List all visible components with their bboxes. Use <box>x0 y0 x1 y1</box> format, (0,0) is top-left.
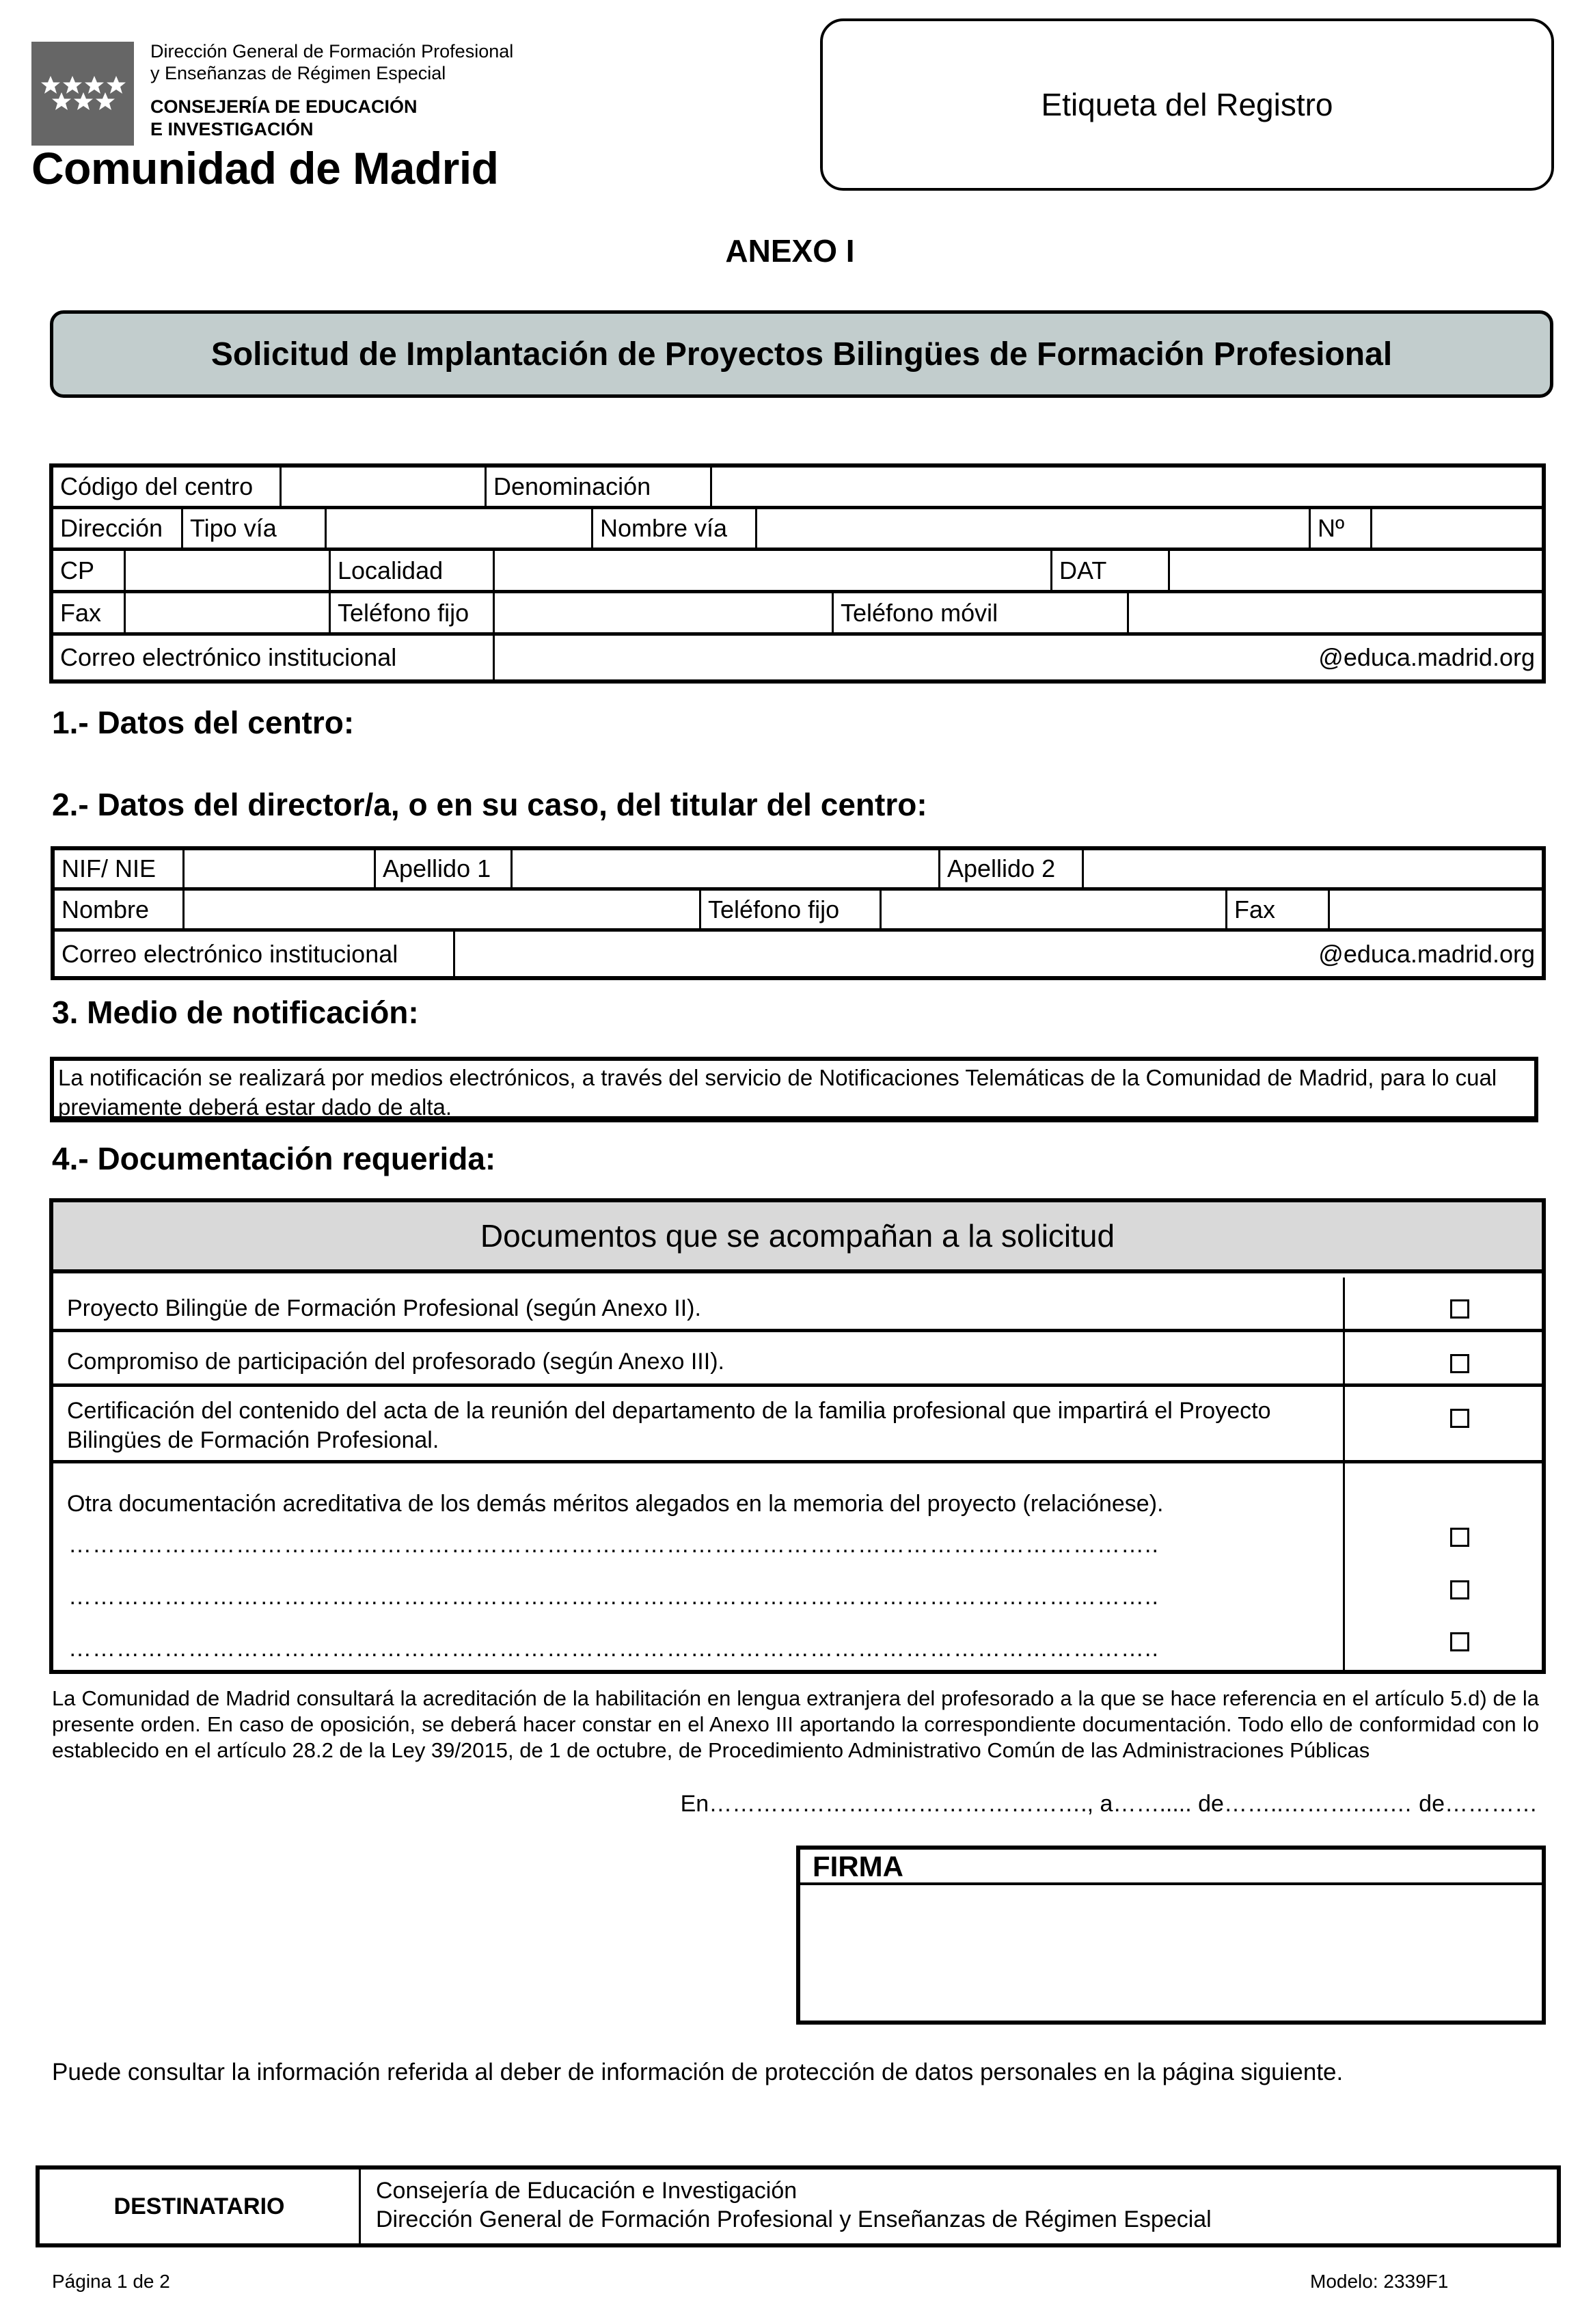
document-check-cell <box>1343 1332 1542 1383</box>
table-row <box>53 468 1542 509</box>
other-doc-line-3[interactable]: ……………………………………………………………………………………………………………………….. <box>68 1636 1159 1662</box>
fax-director-field[interactable] <box>1330 891 1542 928</box>
form-title-bar <box>50 310 1553 398</box>
registry-label: Etiqueta del Registro <box>1041 87 1333 122</box>
documents-header-label: Documentos que se acompañan a la solicitud <box>480 1218 1115 1254</box>
correo-director-field[interactable] <box>455 932 1542 976</box>
recipient-line-2: Dirección General de Formación Profesional y Enseñanzas de Régimen Especial <box>376 2206 1212 2232</box>
nif-nie-field[interactable] <box>185 850 376 887</box>
privacy-note: Puede consultar la información referida al deber de información de protección de datos personales en la página siguiente. <box>52 2059 1344 2085</box>
label-telefono-movil: Teléfono móvil <box>834 593 1129 632</box>
recipient-line-1: Consejería de Educación e Investigación <box>376 2178 798 2204</box>
label-nombre: Nombre <box>55 891 185 928</box>
document-row-other <box>53 1463 1542 1670</box>
other-doc-checkbox-3[interactable] <box>1450 1632 1469 1651</box>
signature-area[interactable] <box>800 1888 1542 2021</box>
seven-stars-icon <box>31 42 134 146</box>
table-row <box>53 593 1542 636</box>
model-code: Modelo: 2339F1 <box>1310 2271 1449 2292</box>
section-2-heading: 2.- Datos del director/a, o en su caso, del titular del centro: <box>52 787 927 822</box>
email-domain-suffix: @educa.madrid.org <box>1318 643 1535 671</box>
email-domain-suffix: @educa.madrid.org <box>1318 939 1535 968</box>
other-doc-line-1[interactable]: ……………………………………………………………………………………………………………………….. <box>68 1532 1159 1558</box>
recipient-label: DESTINATARIO <box>40 2170 361 2243</box>
centro-table <box>49 463 1546 684</box>
telefono-movil-field[interactable] <box>1129 593 1542 632</box>
signature-label: FIRMA <box>800 1850 1542 1885</box>
document-checkbox[interactable] <box>1450 1354 1469 1373</box>
section-3-heading: 3. Medio de notificación: <box>52 995 419 1030</box>
other-doc-checkbox-1[interactable] <box>1450 1528 1469 1547</box>
comunidad-madrid-logo <box>31 42 134 146</box>
brand-name: Comunidad de Madrid <box>31 143 499 193</box>
document-label: Compromiso de participación del profesorado (según Anexo III). <box>67 1349 724 1375</box>
document-check-cell <box>1343 1463 1542 1670</box>
label-apellido-2: Apellido 2 <box>940 850 1084 887</box>
label-correo-director: Correo electrónico institucional <box>55 932 455 976</box>
document-checkbox[interactable] <box>1450 1299 1469 1319</box>
numero-field[interactable] <box>1372 509 1542 548</box>
section-1-heading: 1.- Datos del centro: <box>52 705 355 740</box>
nombre-field[interactable] <box>185 891 701 928</box>
notification-notice: La notificación se realizará por medios electrónicos, a través del servicio de Notificaciones Telemáticas de la Comunidad de Madrid, para lo cual previamente deberá estar dado de alta. <box>50 1057 1538 1122</box>
tipo-via-field[interactable] <box>327 509 593 548</box>
nombre-via-field[interactable] <box>757 509 1311 548</box>
form-title: Solicitud de Implantación de Proyectos Bilingües de Formación Profesional <box>210 336 1393 373</box>
other-documents-label: Otra documentación acreditativa de los demás méritos alegados en la memoria del proyecto (relaciónese). <box>67 1491 1164 1517</box>
table-row <box>55 891 1542 932</box>
table-row <box>53 551 1542 593</box>
document-row <box>53 1387 1542 1463</box>
label-telefono-fijo: Teléfono fijo <box>331 593 495 632</box>
label-correo-institucional: Correo electrónico institucional <box>53 636 495 679</box>
legal-notice: La Comunidad de Madrid consultará la acreditación de la habilitación en lengua extranjera del profesorado a la que se hace referencia en el artículo 5.d) de la presente orden. En caso de oposición, se deberá hacer constar en el Anexo III aportando la correspondiente documentación. Todo ello de conformidad con lo establecido en el artículo 28.2 de la Ley 39/2015, de 1 de octubre, de Procedimiento Administrativo Común de las Administraciones Públicas <box>52 1686 1539 1762</box>
label-nif-nie: NIF/ NIE <box>55 850 185 887</box>
document-checkbox[interactable] <box>1450 1409 1469 1428</box>
fax-field[interactable] <box>126 593 331 632</box>
denominacion-field[interactable] <box>712 468 1542 506</box>
documents-table <box>49 1198 1546 1674</box>
other-doc-checkbox-2[interactable] <box>1450 1580 1469 1599</box>
apellido-1-field[interactable] <box>513 850 940 887</box>
label-localidad: Localidad <box>331 551 495 590</box>
table-row <box>55 932 1542 976</box>
document-check-cell <box>1343 1278 1542 1329</box>
director-table <box>51 846 1546 980</box>
correo-institucional-field[interactable] <box>495 636 1542 679</box>
codigo-centro-field[interactable] <box>282 468 487 506</box>
document-label: Proyecto Bilingüe de Formación Profesional (según Anexo II). <box>67 1295 701 1321</box>
recipient-box <box>36 2165 1561 2247</box>
label-fax-director: Fax <box>1227 891 1330 928</box>
cp-field[interactable] <box>126 551 331 590</box>
label-nombre-via: Nombre vía <box>593 509 757 548</box>
other-doc-line-2[interactable]: ……………………………………………………………………………………………………………………….. <box>68 1584 1159 1610</box>
place-date-line[interactable]: En…………………………………………., a……..... de……..……….….… de………… <box>680 1791 1538 1817</box>
telefono-fijo-field[interactable] <box>495 593 834 632</box>
label-dat: DAT <box>1052 551 1170 590</box>
table-row <box>55 850 1542 891</box>
section-4-heading: 4.- Documentación requerida: <box>52 1141 496 1176</box>
label-tipo-via: Tipo vía <box>183 509 327 548</box>
telefono-fijo-director-field[interactable] <box>882 891 1227 928</box>
apellido-2-field[interactable] <box>1084 850 1542 887</box>
label-numero: Nº <box>1311 509 1372 548</box>
org-line-2: y Enseñanzas de Régimen Especial <box>150 63 446 83</box>
page-number: Página 1 de 2 <box>52 2271 170 2292</box>
signature-box <box>796 1846 1546 2025</box>
document-check-cell <box>1343 1387 1542 1460</box>
label-telefono-fijo-director: Teléfono fijo <box>701 891 882 928</box>
document-row <box>53 1278 1542 1332</box>
dat-field[interactable] <box>1170 551 1542 590</box>
org-line-1: Dirección General de Formación Profesional <box>150 41 514 62</box>
recipient-details <box>376 2176 1212 2234</box>
document-row <box>53 1332 1542 1387</box>
registry-label-box <box>820 18 1554 191</box>
label-apellido-1: Apellido 1 <box>376 850 513 887</box>
label-cp: CP <box>53 551 126 590</box>
document-label: Certificación del contenido del acta de la reunión del departamento de la familia profesional que impartirá el Proyecto Bilingües de Formación Profesional. <box>67 1398 1271 1453</box>
dept-line-2: E INVESTIGACIÓN <box>150 119 314 139</box>
table-row <box>53 509 1542 551</box>
table-row <box>53 636 1542 679</box>
label-fax: Fax <box>53 593 126 632</box>
annex-heading: ANEXO I <box>725 233 855 269</box>
label-codigo-centro: Código del centro <box>53 468 282 506</box>
label-direccion: Dirección <box>53 509 183 548</box>
localidad-field[interactable] <box>495 551 1052 590</box>
documents-table-header <box>53 1202 1542 1273</box>
label-denominacion: Denominación <box>487 468 712 506</box>
dept-line-1: CONSEJERÍA DE EDUCACIÓN <box>150 96 418 117</box>
